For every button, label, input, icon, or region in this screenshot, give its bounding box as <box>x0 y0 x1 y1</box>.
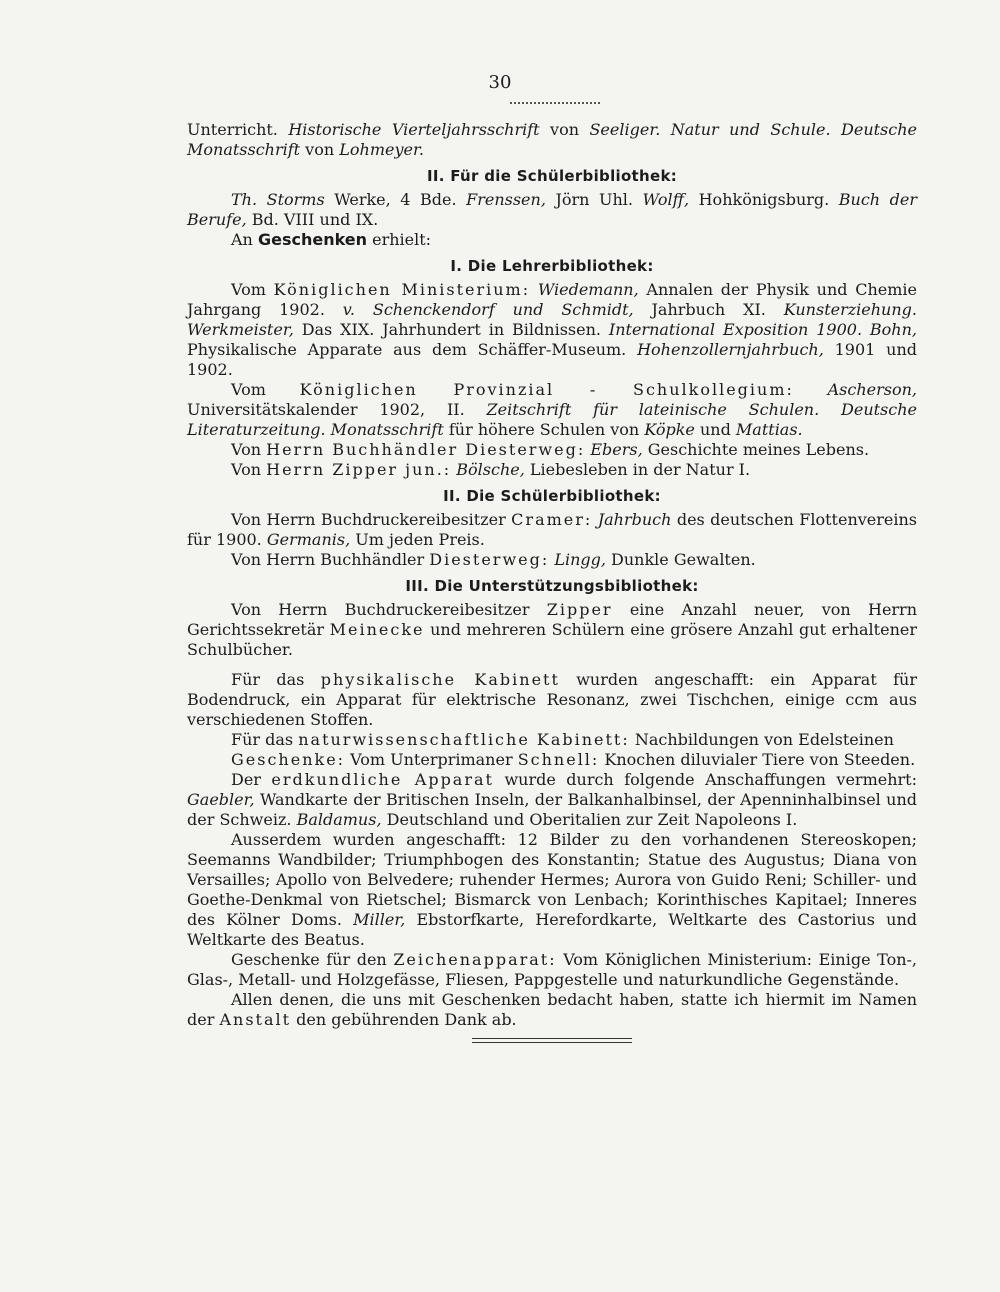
title-run: Zeitschrift für lateinische Schulen. Deutsche Literaturzeitung. Monatsschrift <box>187 400 917 439</box>
text-run: Geschenke für den <box>231 950 394 969</box>
title-run: v. Schenckendorf und Schmidt, <box>342 300 634 319</box>
text-run: Von Herrn Buchdruckereibesitzer <box>231 600 547 619</box>
page-body <box>187 120 917 1043</box>
title-run: Ebers, <box>585 440 643 459</box>
text-run: Von Herrn Buchhändler <box>231 550 430 569</box>
natur-paragraph <box>187 730 917 750</box>
text-run: Nachbildungen von Edelsteinen <box>629 730 894 749</box>
text-run: Der <box>231 770 272 789</box>
closing-rule <box>472 1038 632 1043</box>
text-run: Das XIX. Jahrhundert in Bildnissen. <box>293 320 609 339</box>
title-run: Hohenzollernjahrbuch, <box>637 340 824 359</box>
geschenke-paragraph <box>187 750 917 770</box>
spaced-run: Anstalt <box>219 1010 292 1029</box>
text-run: 1901 und 1902. <box>187 340 917 379</box>
text-run: Ebstorfkarte, Herefordkarte, Weltkarte des Castorius und Weltkarte des Beatus. <box>187 910 917 949</box>
intro-paragraph <box>187 120 917 160</box>
spaced-run: Schnell: <box>517 750 600 769</box>
ausserdem-paragraph <box>187 830 917 950</box>
text-run: Um jeden Preis. <box>350 530 485 549</box>
text-run: Jahrbuch XI. <box>633 300 784 319</box>
text-run: wurde durch folgende Anschaffungen vermehrt: <box>493 770 917 789</box>
text-run: Universitätskalender 1902, II. <box>187 400 487 419</box>
title-run: Bölsche, <box>451 460 525 479</box>
spaced-run: Herrn Zipper jun.: <box>266 460 452 479</box>
spaced-run: Herrn Buchhändler Diesterweg: <box>266 440 586 459</box>
heading-lehrerbibliothek: I. Die Lehrerbibliothek: <box>450 257 654 275</box>
text-run: Hohkönigsburg. <box>689 190 839 209</box>
text-run: Vom Königlichen Ministerium: Einige Ton-, Glas-, Metall- und Holzgefässe, Fliesen, Pappgestelle und naturkundliche Gegenstände. <box>187 950 917 989</box>
text-run: Annalen der Physik und Chemie Jahrgang 1902. <box>187 280 918 319</box>
text-run: Knochen diluvialer Tiere von Steeden. <box>599 750 916 769</box>
page-number: 30 <box>488 72 512 93</box>
geschenken-line <box>187 230 917 250</box>
text-run: Ausserdem wurden angeschafft: 12 Bilder zu den vorhandenen Stereoskopen; Seemanns Wandbilder; Triumphbogen des Konstantin; Statue des Augustus; Diana von Versailles; Apollo von Belvedere; ruhender Hermes; Aurora von Guido Reni; Schiller- und Goethe-Denkmal von Rietschel; Bismarck von Lenbach; Korinthisches Kapitael; Inneres des Kölner Doms. <box>187 830 917 929</box>
heading-unterstuetzungsbibliothek: III. Die Unterstützungsbibliothek: <box>405 577 699 595</box>
text-run: Allen denen, die uns mit Geschenken bedacht haben, statte ich hiermit im Namen der <box>187 990 917 1029</box>
text-run: Geschichte meines Lebens. <box>642 440 870 459</box>
text-run: Von <box>231 460 267 479</box>
title-run: Wolff, <box>642 190 690 209</box>
title-run: Jahrbuch <box>592 510 672 529</box>
spaced-run: Zeichenapparat: <box>393 950 557 969</box>
dank-paragraph <box>187 990 917 1030</box>
title-run: Lingg, <box>549 550 606 569</box>
zeichen-paragraph <box>187 950 917 990</box>
text-run: Vom Unterprimaner <box>345 750 518 769</box>
title-run: Baldamus, <box>296 810 382 829</box>
bold-run: Geschenken <box>257 230 368 249</box>
heading-schuelerbibliothek: II. Für die Schülerbibliothek: <box>426 167 678 185</box>
title-run: Seeliger. Natur und Schule. Deutsche Monatsschrift <box>187 120 917 159</box>
text-run: eine Anzahl neuer, von Herrn Gerichtssekretär <box>187 600 918 639</box>
spaced-run: Königlichen Ministerium: <box>273 280 531 299</box>
spaced-run: Königlichen Provinzial - Schulkollegium: <box>299 380 794 399</box>
page-number-ornament <box>510 96 600 104</box>
spaced-run: Geschenke: <box>231 750 346 769</box>
text-run: Deutschland und Oberitalien zur Zeit Napoleons I. <box>381 810 798 829</box>
title-run: Buch der Berufe, <box>187 190 918 229</box>
text-run: für höhere Schulen von <box>443 420 645 439</box>
erdkunde-paragraph <box>187 770 917 830</box>
text-run: Für das <box>231 670 321 689</box>
spaced-run: Meinecke <box>329 620 425 639</box>
title-run: Miller, <box>353 910 406 929</box>
spaced-run: naturwissenschaftliche Kabinett: <box>298 730 630 749</box>
text-run: und <box>694 420 736 439</box>
text-run: Dunkle Gewalten. <box>605 550 756 569</box>
title-run: Mattias. <box>735 420 803 439</box>
text-run: von <box>539 120 590 139</box>
title-run: Ascherson, <box>793 380 918 399</box>
text-run: wurden angeschafft: ein Apparat für Bodendruck, ein Apparat für elektrische Resonanz, zwei Tischchen, einige ccm aus verschiedenen Stoffen. <box>187 670 917 729</box>
heading-schuelerbibliothek-2: II. Die Schülerbibliothek: <box>443 487 661 505</box>
title-run: Historische Vierteljahrsschrift <box>288 120 540 139</box>
spaced-run: Cramer: <box>511 510 593 529</box>
text-run: Werke, 4 Bde. <box>324 190 467 209</box>
diesterweg-paragraph <box>187 440 917 460</box>
title-run: Frenssen, <box>466 190 546 209</box>
text-run: den gebührenden Dank ab. <box>291 1010 517 1029</box>
text-run: Liebesleben in der Natur I. <box>524 460 751 479</box>
text-run: erhielt: <box>367 230 432 249</box>
title-run: Köpke <box>644 420 695 439</box>
title-run: Th. Storms <box>231 190 325 209</box>
title-run: Gaebler, <box>187 790 255 809</box>
text-run: Jörn Uhl. <box>545 190 643 209</box>
text-run: und mehreren Schülern eine grösere Anzahl gut erhaltener Schulbücher. <box>187 620 917 659</box>
text-run: Vom <box>231 380 300 399</box>
text-run: Für das <box>231 730 299 749</box>
text-run: Unterricht. <box>187 120 289 139</box>
ministerium-paragraph <box>187 280 917 380</box>
spaced-run: physikalische Kabinett <box>320 670 560 689</box>
title-run: Kunsterziehung. Werkmeister, <box>187 300 917 339</box>
spaced-run: Diesterweg: <box>429 550 550 569</box>
title-run: Germanis, <box>266 530 351 549</box>
spaced-run: Zipper <box>546 600 613 619</box>
text-run: Vom <box>231 280 274 299</box>
provinzial-paragraph <box>187 380 917 440</box>
spaced-run: erdkundliche Apparat <box>271 770 494 789</box>
diesterweg-paragraph-2 <box>187 550 917 570</box>
text-run: des deutschen Flottenvereins für 1900. <box>187 510 918 549</box>
zipper-meinecke-paragraph <box>187 600 917 660</box>
physik-paragraph <box>187 670 917 730</box>
text-run: An <box>231 230 258 249</box>
text-run: Physikalische Apparate aus dem Schäffer-Museum. <box>187 340 638 359</box>
text-run: von <box>300 140 340 159</box>
title-run: Wiedemann, <box>530 280 639 299</box>
title-run: Lohmeyer. <box>339 140 424 159</box>
text-run: Von Herrn Buchdruckereibesitzer <box>231 510 512 529</box>
text-run: Von <box>231 440 267 459</box>
text-run: Bd. VIII und IX. <box>246 210 379 229</box>
spacer <box>187 660 917 670</box>
cramer-paragraph <box>187 510 917 550</box>
zipper-paragraph <box>187 460 917 480</box>
schueler-paragraph <box>187 190 917 230</box>
title-run: International Exposition 1900. Bohn, <box>608 320 918 339</box>
text-run: Wandkarte der Britischen Inseln, der Balkanhalbinsel, der Apenninhalbinsel und der Schweiz. <box>187 790 917 829</box>
